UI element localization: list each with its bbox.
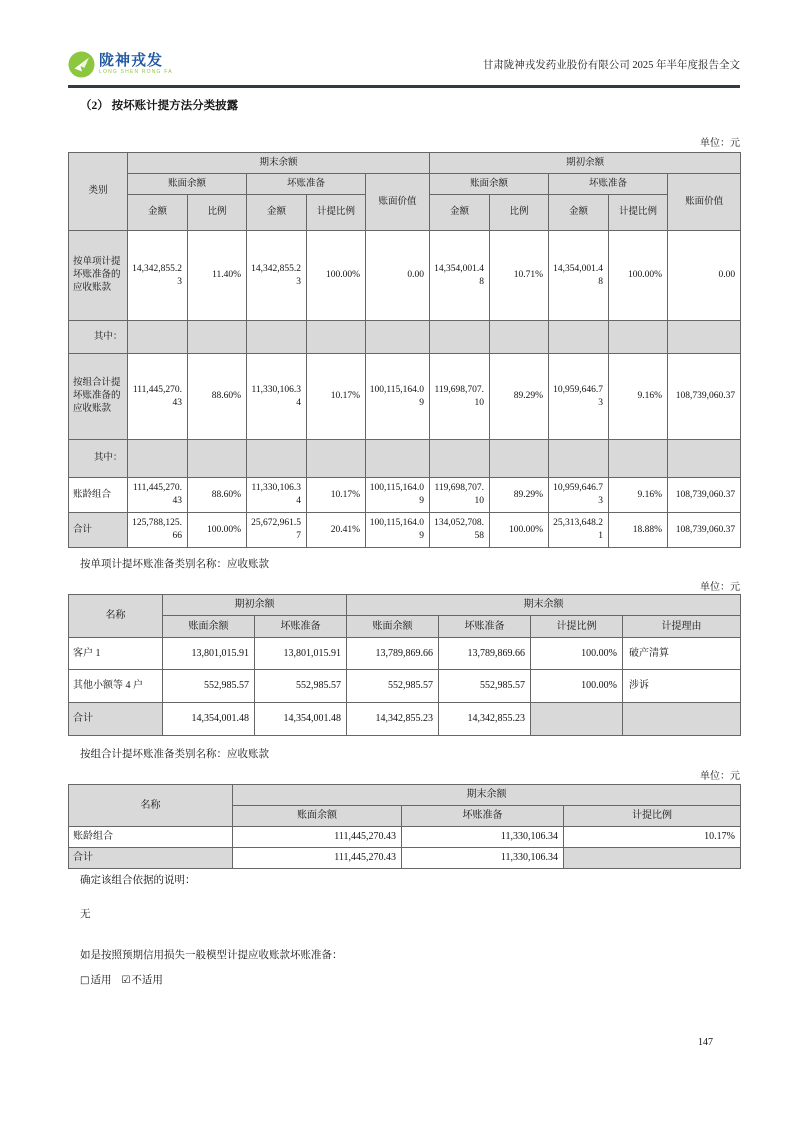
cell: 134,052,708.58 (430, 513, 490, 548)
cell: 13,789,869.66 (439, 638, 531, 670)
cell (128, 321, 188, 354)
table-row (69, 670, 741, 703)
cell: 25,313,648.21 (549, 513, 609, 548)
note-none: 无 (80, 909, 91, 920)
cell (668, 321, 741, 354)
row-label: 按组合计提坏账准备的应收账款 (69, 354, 128, 440)
cell (564, 848, 741, 869)
table-row (69, 478, 741, 513)
cell: 100,115,164.09 (366, 354, 430, 440)
page-header (68, 46, 740, 82)
table-row (69, 827, 741, 848)
cell (366, 440, 430, 478)
company-logo (68, 51, 173, 78)
unit-label: 单位：元 (700, 582, 740, 593)
cell: 108,739,060.37 (668, 478, 741, 513)
cell: 111,445,270.43 (233, 848, 402, 869)
cell: 100.00% (531, 638, 623, 670)
cell (531, 703, 623, 736)
cell: 11,330,106.34 (247, 478, 307, 513)
note-individual-category: 按单项计提坏账准备类别名称：应收账款 (80, 559, 269, 570)
col-header-book-value: 账面价值 (366, 174, 430, 231)
cell: 9.16% (609, 354, 668, 440)
col-header-bad-debt: 坏账准备 (255, 616, 347, 638)
cell: 14,354,001.48 (549, 231, 609, 321)
row-label: 合计 (69, 513, 128, 548)
table-row (69, 321, 741, 354)
cell: 111,445,270.43 (128, 354, 188, 440)
table-header-row (69, 616, 741, 638)
col-header-provision-ratio: 计提比例 (609, 195, 668, 231)
row-label: 其他小额等 4 户 (69, 670, 163, 703)
note-portfolio-category: 按组合计提坏账准备类别名称：应收账款 (80, 749, 269, 760)
col-header-amount: 金额 (247, 195, 307, 231)
cell: 10.17% (307, 478, 366, 513)
col-header-book-value: 账面价值 (668, 174, 741, 231)
cell: 88.60% (188, 478, 247, 513)
row-label: 其中： (69, 440, 128, 478)
cell: 100,115,164.09 (366, 513, 430, 548)
cell: 100.00% (490, 513, 549, 548)
table-bad-debt-by-method (68, 152, 741, 548)
unit-label: 单位：元 (700, 138, 740, 149)
col-header-book-balance: 账面余额 (233, 806, 402, 827)
cell: 14,342,855.23 (128, 231, 188, 321)
cell: 11.40% (188, 231, 247, 321)
cell: 10.17% (307, 354, 366, 440)
cell: 100.00% (188, 513, 247, 548)
table-row-total (69, 703, 741, 736)
company-name-cn: 陇神戎发 (99, 52, 164, 69)
cell: 10.17% (564, 827, 741, 848)
checkbox-unchecked-icon: □ (80, 975, 90, 986)
cell: 13,789,869.66 (347, 638, 439, 670)
cell (247, 440, 307, 478)
col-header-book-balance: 账面余额 (430, 174, 549, 195)
company-name-en: LONG SHEN RONG FA (99, 69, 173, 75)
cell: 11,330,106.34 (247, 354, 307, 440)
cell: 10.71% (490, 231, 549, 321)
table-row-total (69, 513, 741, 548)
note-ecl-question: 如是按照预期信用损失一般模型计提应收账款坏账准备： (80, 950, 343, 961)
col-header-bad-debt: 坏账准备 (402, 806, 564, 827)
table-header-row (69, 174, 741, 195)
cell: 552,985.57 (439, 670, 531, 703)
cell (549, 321, 609, 354)
col-header-book-balance: 账面余额 (128, 174, 247, 195)
col-header-bad-debt: 坏账准备 (247, 174, 366, 195)
col-header-amount: 金额 (549, 195, 609, 231)
cell (430, 321, 490, 354)
row-label: 合计 (69, 848, 233, 869)
cell: 18.88% (609, 513, 668, 548)
cell: 11,330,106.34 (402, 848, 564, 869)
col-header-category: 类别 (69, 153, 128, 231)
cell: 14,342,855.23 (347, 703, 439, 736)
option-not-applicable-label: 不适用 (131, 975, 163, 986)
cell: 100.00% (307, 231, 366, 321)
cell (623, 703, 741, 736)
row-label: 账龄组合 (69, 478, 128, 513)
cell: 25,672,961.57 (247, 513, 307, 548)
page-number: 147 (698, 1037, 713, 1048)
checkbox-checked-icon: ☑ (121, 975, 131, 986)
cell: 0.00 (366, 231, 430, 321)
col-header-provision-ratio: 计提比例 (564, 806, 741, 827)
cell: 14,354,001.48 (163, 703, 255, 736)
row-label: 客户 1 (69, 638, 163, 670)
cell: 13,801,015.91 (255, 638, 347, 670)
option-applicable-label: 适用 (90, 975, 112, 986)
table-header-row (69, 595, 741, 616)
cell (188, 440, 247, 478)
applicability-options (80, 972, 173, 987)
cell (307, 321, 366, 354)
col-header-period-end: 期末余额 (347, 595, 741, 616)
row-label: 合计 (69, 703, 163, 736)
cell: 11,330,106.34 (402, 827, 564, 848)
cell (490, 440, 549, 478)
cell: 涉诉 (623, 670, 741, 703)
cell: 20.41% (307, 513, 366, 548)
cell: 10,959,646.73 (549, 478, 609, 513)
col-header-period-begin: 期初余额 (163, 595, 347, 616)
cell: 0.00 (668, 231, 741, 321)
cell (247, 321, 307, 354)
cell: 13,801,015.91 (163, 638, 255, 670)
cell: 119,698,707.10 (430, 478, 490, 513)
cell: 10,959,646.73 (549, 354, 609, 440)
cell: 14,354,001.48 (255, 703, 347, 736)
cell: 14,342,855.23 (247, 231, 307, 321)
section-heading: （2） 按坏账计提方法分类披露 (80, 100, 239, 112)
cell: 552,985.57 (163, 670, 255, 703)
col-header-bad-debt: 坏账准备 (439, 616, 531, 638)
cell (490, 321, 549, 354)
table-row (69, 231, 741, 321)
unit-label: 单位：元 (700, 771, 740, 782)
cell: 89.29% (490, 354, 549, 440)
cell: 100.00% (609, 231, 668, 321)
option-applicable (80, 975, 111, 986)
col-header-period-begin: 期初余额 (430, 153, 741, 174)
cell: 108,739,060.37 (668, 513, 741, 548)
cell (609, 440, 668, 478)
cell: 552,985.57 (347, 670, 439, 703)
cell: 108,739,060.37 (668, 354, 741, 440)
cell: 88.60% (188, 354, 247, 440)
cell (307, 440, 366, 478)
row-label: 账龄组合 (69, 827, 233, 848)
row-label: 其中： (69, 321, 128, 354)
table-portfolio-provision (68, 784, 741, 869)
cell (430, 440, 490, 478)
col-header-amount: 金额 (430, 195, 490, 231)
cell: 119,698,707.10 (430, 354, 490, 440)
col-header-period-end: 期末余额 (233, 785, 741, 806)
table-header-row (69, 153, 741, 174)
cell: 9.16% (609, 478, 668, 513)
col-header-book-balance: 账面余额 (163, 616, 255, 638)
table-row-total (69, 848, 741, 869)
col-header-name: 名称 (69, 785, 233, 827)
row-label: 按单项计提坏账准备的应收账款 (69, 231, 128, 321)
cell: 14,354,001.48 (430, 231, 490, 321)
cell (366, 321, 430, 354)
cell: 111,445,270.43 (128, 478, 188, 513)
table-individual-provision (68, 594, 741, 736)
document-title: 甘肃陇神戎发药业股份有限公司 2025 年半年度报告全文 (482, 59, 740, 71)
table-row (69, 440, 741, 478)
cell (549, 440, 609, 478)
col-header-ratio: 比例 (490, 195, 549, 231)
cell (128, 440, 188, 478)
col-header-name: 名称 (69, 595, 163, 638)
cell: 14,342,855.23 (439, 703, 531, 736)
cell: 100.00% (531, 670, 623, 703)
cell: 89.29% (490, 478, 549, 513)
option-not-applicable (121, 975, 162, 986)
col-header-provision-reason: 计提理由 (623, 616, 741, 638)
cell: 100,115,164.09 (366, 478, 430, 513)
cell: 125,788,125.66 (128, 513, 188, 548)
cell (609, 321, 668, 354)
company-logo-icon (68, 51, 95, 78)
cell: 111,445,270.43 (233, 827, 402, 848)
note-basis-explanation: 确定该组合依据的说明： (80, 875, 196, 886)
cell (668, 440, 741, 478)
col-header-amount: 金额 (128, 195, 188, 231)
col-header-bad-debt: 坏账准备 (549, 174, 668, 195)
table-row (69, 638, 741, 670)
table-row (69, 354, 741, 440)
cell: 552,985.57 (255, 670, 347, 703)
col-header-period-end: 期末余额 (128, 153, 430, 174)
table-header-row (69, 785, 741, 806)
col-header-ratio: 比例 (188, 195, 247, 231)
col-header-book-balance: 账面余额 (347, 616, 439, 638)
col-header-provision-ratio: 计提比例 (531, 616, 623, 638)
col-header-provision-ratio: 计提比例 (307, 195, 366, 231)
cell (188, 321, 247, 354)
cell: 破产清算 (623, 638, 741, 670)
header-rule (68, 85, 740, 88)
